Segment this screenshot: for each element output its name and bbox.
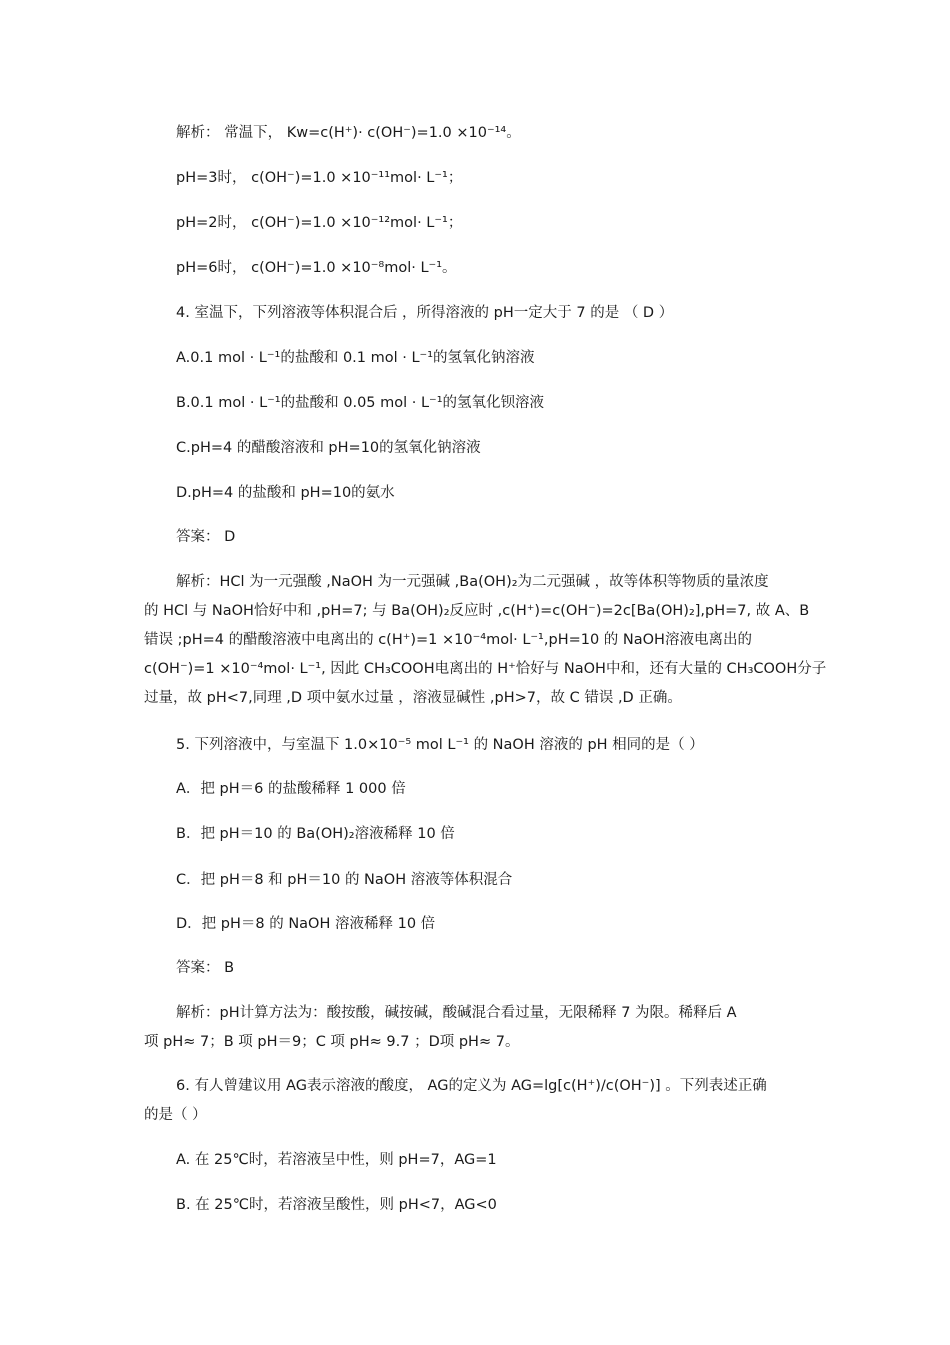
q4-option-a: A.0.1 mol · L⁻¹的盐酸和 0.1 mol · L⁻¹的氢氧化钠溶液 [176,350,535,366]
q5-option-b: B．把 pH＝10 的 Ba(OH)₂溶液稀释 10 倍 [176,826,455,842]
q6-option-b: B. 在 25℃时，若溶液呈酸性，则 pH<7，AG<0 [176,1197,497,1213]
q4-analysis-line-4: c(OH⁻)=1 ×10⁻⁴mol· L⁻¹, 因此 CH₃COOH电离出的 H⁺恰好与 NaOH中和，还有大量的 CH₃COOH分子 [144,661,827,677]
q5-analysis-line-2: 项 pH≈ 7；B 项 pH＝9；C 项 pH≈ 9.7 ；D项 pH≈ 7。 [144,1034,520,1050]
ph3-line: pH=3时， c(OH⁻)=1.0 ×10⁻¹¹mol· L⁻¹； [176,170,463,186]
question-4: 4. 室温下，下列溶液等体积混合后 ，所得溶液的 pH一定大于 7 的是 （ D ） [176,305,674,321]
question-6-line-1: 6. 有人曾建议用 AG表示溶液的酸度， AG的定义为 AG=lg[c(H⁺)/c(OH⁻)] 。下列表述正确 [176,1078,767,1094]
q5-analysis-line-1: 解析：pH计算方法为：酸按酸，碱按碱，酸碱混合看过量，无限稀释 7 为限。稀释后 A [176,1005,737,1021]
q4-analysis-line-5: 过量，故 pH<7,同理 ,D 项中氨水过量 ，溶液显碱性 ,pH>7，故 C 错误 ,D 正确。 [144,690,682,706]
q4-analysis-line-2: 的 HCl 与 NaOH恰好中和 ,pH=7; 与 Ba(OH)₂反应时 ,c(H⁺)=c(OH⁻)=2c[Ba(OH)₂],pH=7, 故 A、B [144,603,810,619]
q4-analysis-line-3: 错误 ;pH=4 的醋酸溶液中电离出的 c(H⁺)=1 ×10⁻⁴mol· L⁻¹,pH=10 的 NaOH溶液电离出的 [144,632,752,648]
q4-option-c: C.pH=4 的醋酸溶液和 pH=10的氢氧化钠溶液 [176,440,481,456]
q6-option-a: A. 在 25℃时，若溶液呈中性，则 pH=7，AG=1 [176,1152,497,1168]
q5-answer: 答案： B [176,960,235,976]
q4-answer: 答案： D [176,529,236,545]
q5-option-d: D．把 pH＝8 的 NaOH 溶液稀释 10 倍 [176,916,436,932]
q4-option-d: D.pH=4 的盐酸和 pH=10的氨水 [176,485,395,501]
analysis-kw-line: 解析： 常温下， Kw=c(H⁺)· c(OH⁻)=1.0 ×10⁻¹⁴。 [176,125,521,141]
ph6-line: pH=6时， c(OH⁻)=1.0 ×10⁻⁸mol· L⁻¹。 [176,260,457,276]
q4-analysis-line-1: 解析：HCl 为一元强酸 ,NaOH 为一元强碱 ,Ba(OH)₂为二元强碱 ，故等体积等物质的量浓度 [176,574,769,590]
question-5: 5. 下列溶液中，与室温下 1.0×10⁻⁵ mol L⁻¹ 的 NaOH 溶液的 pH 相同的是（ ） [176,737,704,753]
question-6-line-2: 的是（ ） [144,1107,207,1123]
q5-option-c: C．把 pH＝8 和 pH＝10 的 NaOH 溶液等体积混合 [176,872,513,888]
ph2-line: pH=2时， c(OH⁻)=1.0 ×10⁻¹²mol· L⁻¹； [176,215,463,231]
q5-option-a: A．把 pH＝6 的盐酸稀释 1 000 倍 [176,781,406,797]
q4-option-b: B.0.1 mol · L⁻¹的盐酸和 0.05 mol · L⁻¹的氢氧化钡溶液 [176,395,545,411]
